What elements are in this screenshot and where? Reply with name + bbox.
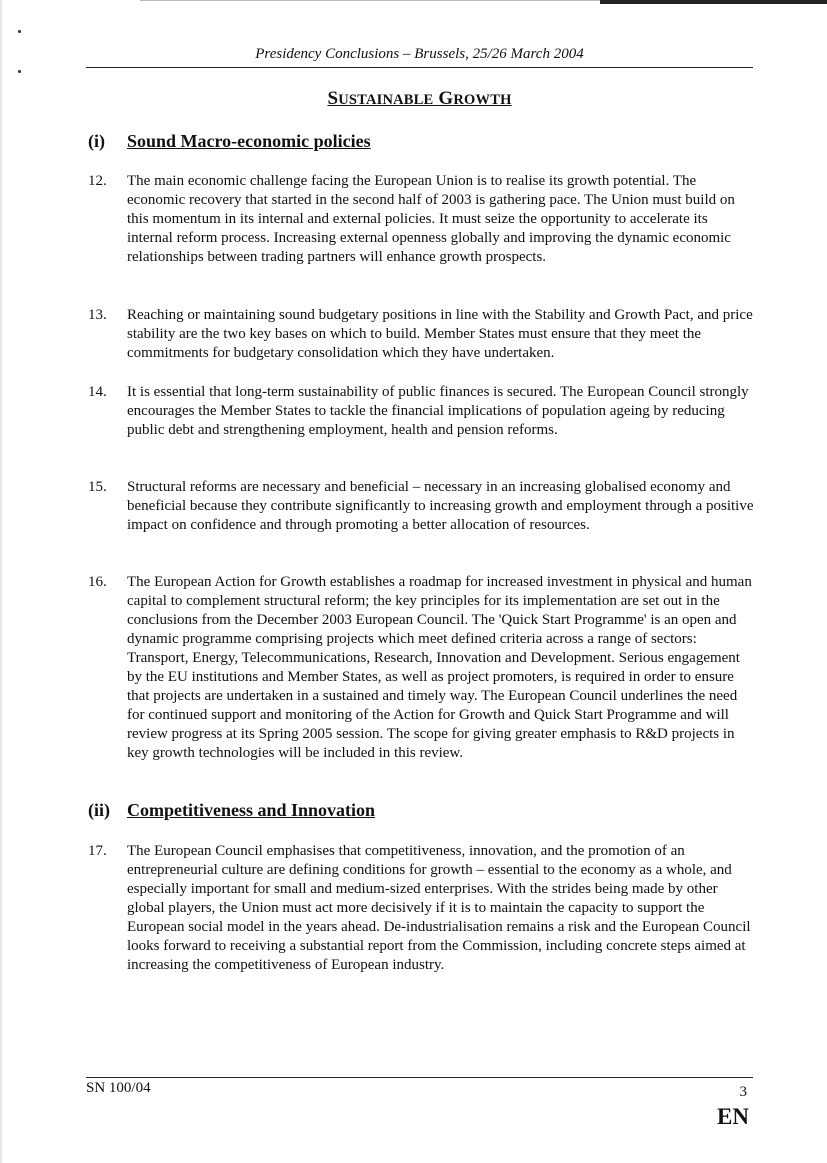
- section-title-smallcaps: ROWTH: [453, 92, 512, 108]
- subsection-title: Competitiveness and Innovation: [127, 800, 376, 820]
- subsection-title: Sound Macro-economic policies: [127, 131, 371, 151]
- paragraph-number: 17.: [88, 843, 107, 859]
- scan-artifact-line: [140, 0, 600, 1]
- paragraph-number: 15.: [88, 479, 107, 495]
- section-title: [86, 88, 753, 110]
- paragraph-text: The European Council emphasises that competitiveness, innovation, and the promotion of an entrepreneurial culture are defining conditions for growth – essential to the economy as a whole, and especially important for small and medium-sized enterprises. With the strides being made by other global players, the Union must act more decisively if it is to maintain the capacity to support the European social model in the years ahead. De-industrialisation remains a risk and the European Council looks forward to receiving a substantial report from the Commission, including concrete steps aimed at increasing the competitiveness of European industry.: [127, 843, 751, 973]
- section-title-initial: G: [438, 88, 454, 109]
- paragraph-text: It is essential that long-term sustainability of public finances is secured. The European Council strongly encourages the Member States to tackle the financial implications of population ageing by reducing public debt and strengthening employment, health and pension reforms.: [127, 384, 749, 438]
- scan-artifact-bar: [600, 0, 827, 4]
- page-number: 3: [739, 1084, 747, 1100]
- scan-speck: [18, 70, 21, 73]
- paragraph-number: 12.: [88, 173, 107, 189]
- section-title-initial: S: [327, 88, 339, 109]
- language-code: EN: [717, 1104, 749, 1129]
- header-rule: [86, 67, 753, 68]
- subsection-number: (ii): [88, 800, 110, 820]
- paragraph-number: 14.: [88, 384, 107, 400]
- paragraph-text: Structural reforms are necessary and beneficial – necessary in an increasing globalised economy and beneficial because they contribute significantly to increasing growth and employment through a positive impact on confidence and through promoting a better allocation of resources.: [127, 479, 754, 533]
- subsection-heading: [88, 800, 375, 821]
- paragraph-text: The main economic challenge facing the European Union is to realise its growth potential. The economic recovery that started in the second half of 2003 is gathering pace. The Union must build on this momentum in its internal and external policies. It must seize the opportunity to accelerate its internal reform process. Increasing external openness globally and improving the dynamic economic relationships between trading partners will enhance growth prospects.: [127, 173, 735, 265]
- subsection-number: (i): [88, 131, 105, 151]
- subsection-heading: [88, 131, 371, 152]
- document-reference: SN 100/04: [86, 1080, 151, 1096]
- footer-rule: [86, 1077, 753, 1078]
- paragraph-number: 16.: [88, 574, 107, 590]
- paragraph-number: 13.: [88, 307, 107, 323]
- paragraph-text: The European Action for Growth establishes a roadmap for increased investment in physical and human capital to complement structural reform; the key principles for its implementation are set out in the conclusions from the December 2003 European Council. The 'Quick Start Programme' is an open and dynamic programme comprising projects which meet defined criteria across a range of sectors: Transport, Energy, Telecommunications, Research, Innovation and Development. Serious engagement by the EU institutions and Member States, as well as project promoters, is required in order to ensure that projects are undertaken in a sustained and timely way. The European Council underlines the need for continued support and monitoring of the Action for Growth and Quick Start Programme and will review progress at its Spring 2005 session. The scope for giving greater emphasis to R&D projects in key growth technologies will be included in this review.: [127, 574, 752, 761]
- scan-speck: [18, 30, 21, 33]
- paragraph-text: Reaching or maintaining sound budgetary positions in line with the Stability and Growth Pact, and price stability are the two key bases on which to build. Member States must ensure that they meet the commitments for budgetary consolidation which they have undertaken.: [127, 307, 753, 361]
- running-header: Presidency Conclusions – Brussels, 25/26 March 2004: [255, 46, 584, 62]
- section-title-smallcaps: USTAINABLE: [338, 92, 434, 108]
- scan-edge: [0, 0, 2, 1163]
